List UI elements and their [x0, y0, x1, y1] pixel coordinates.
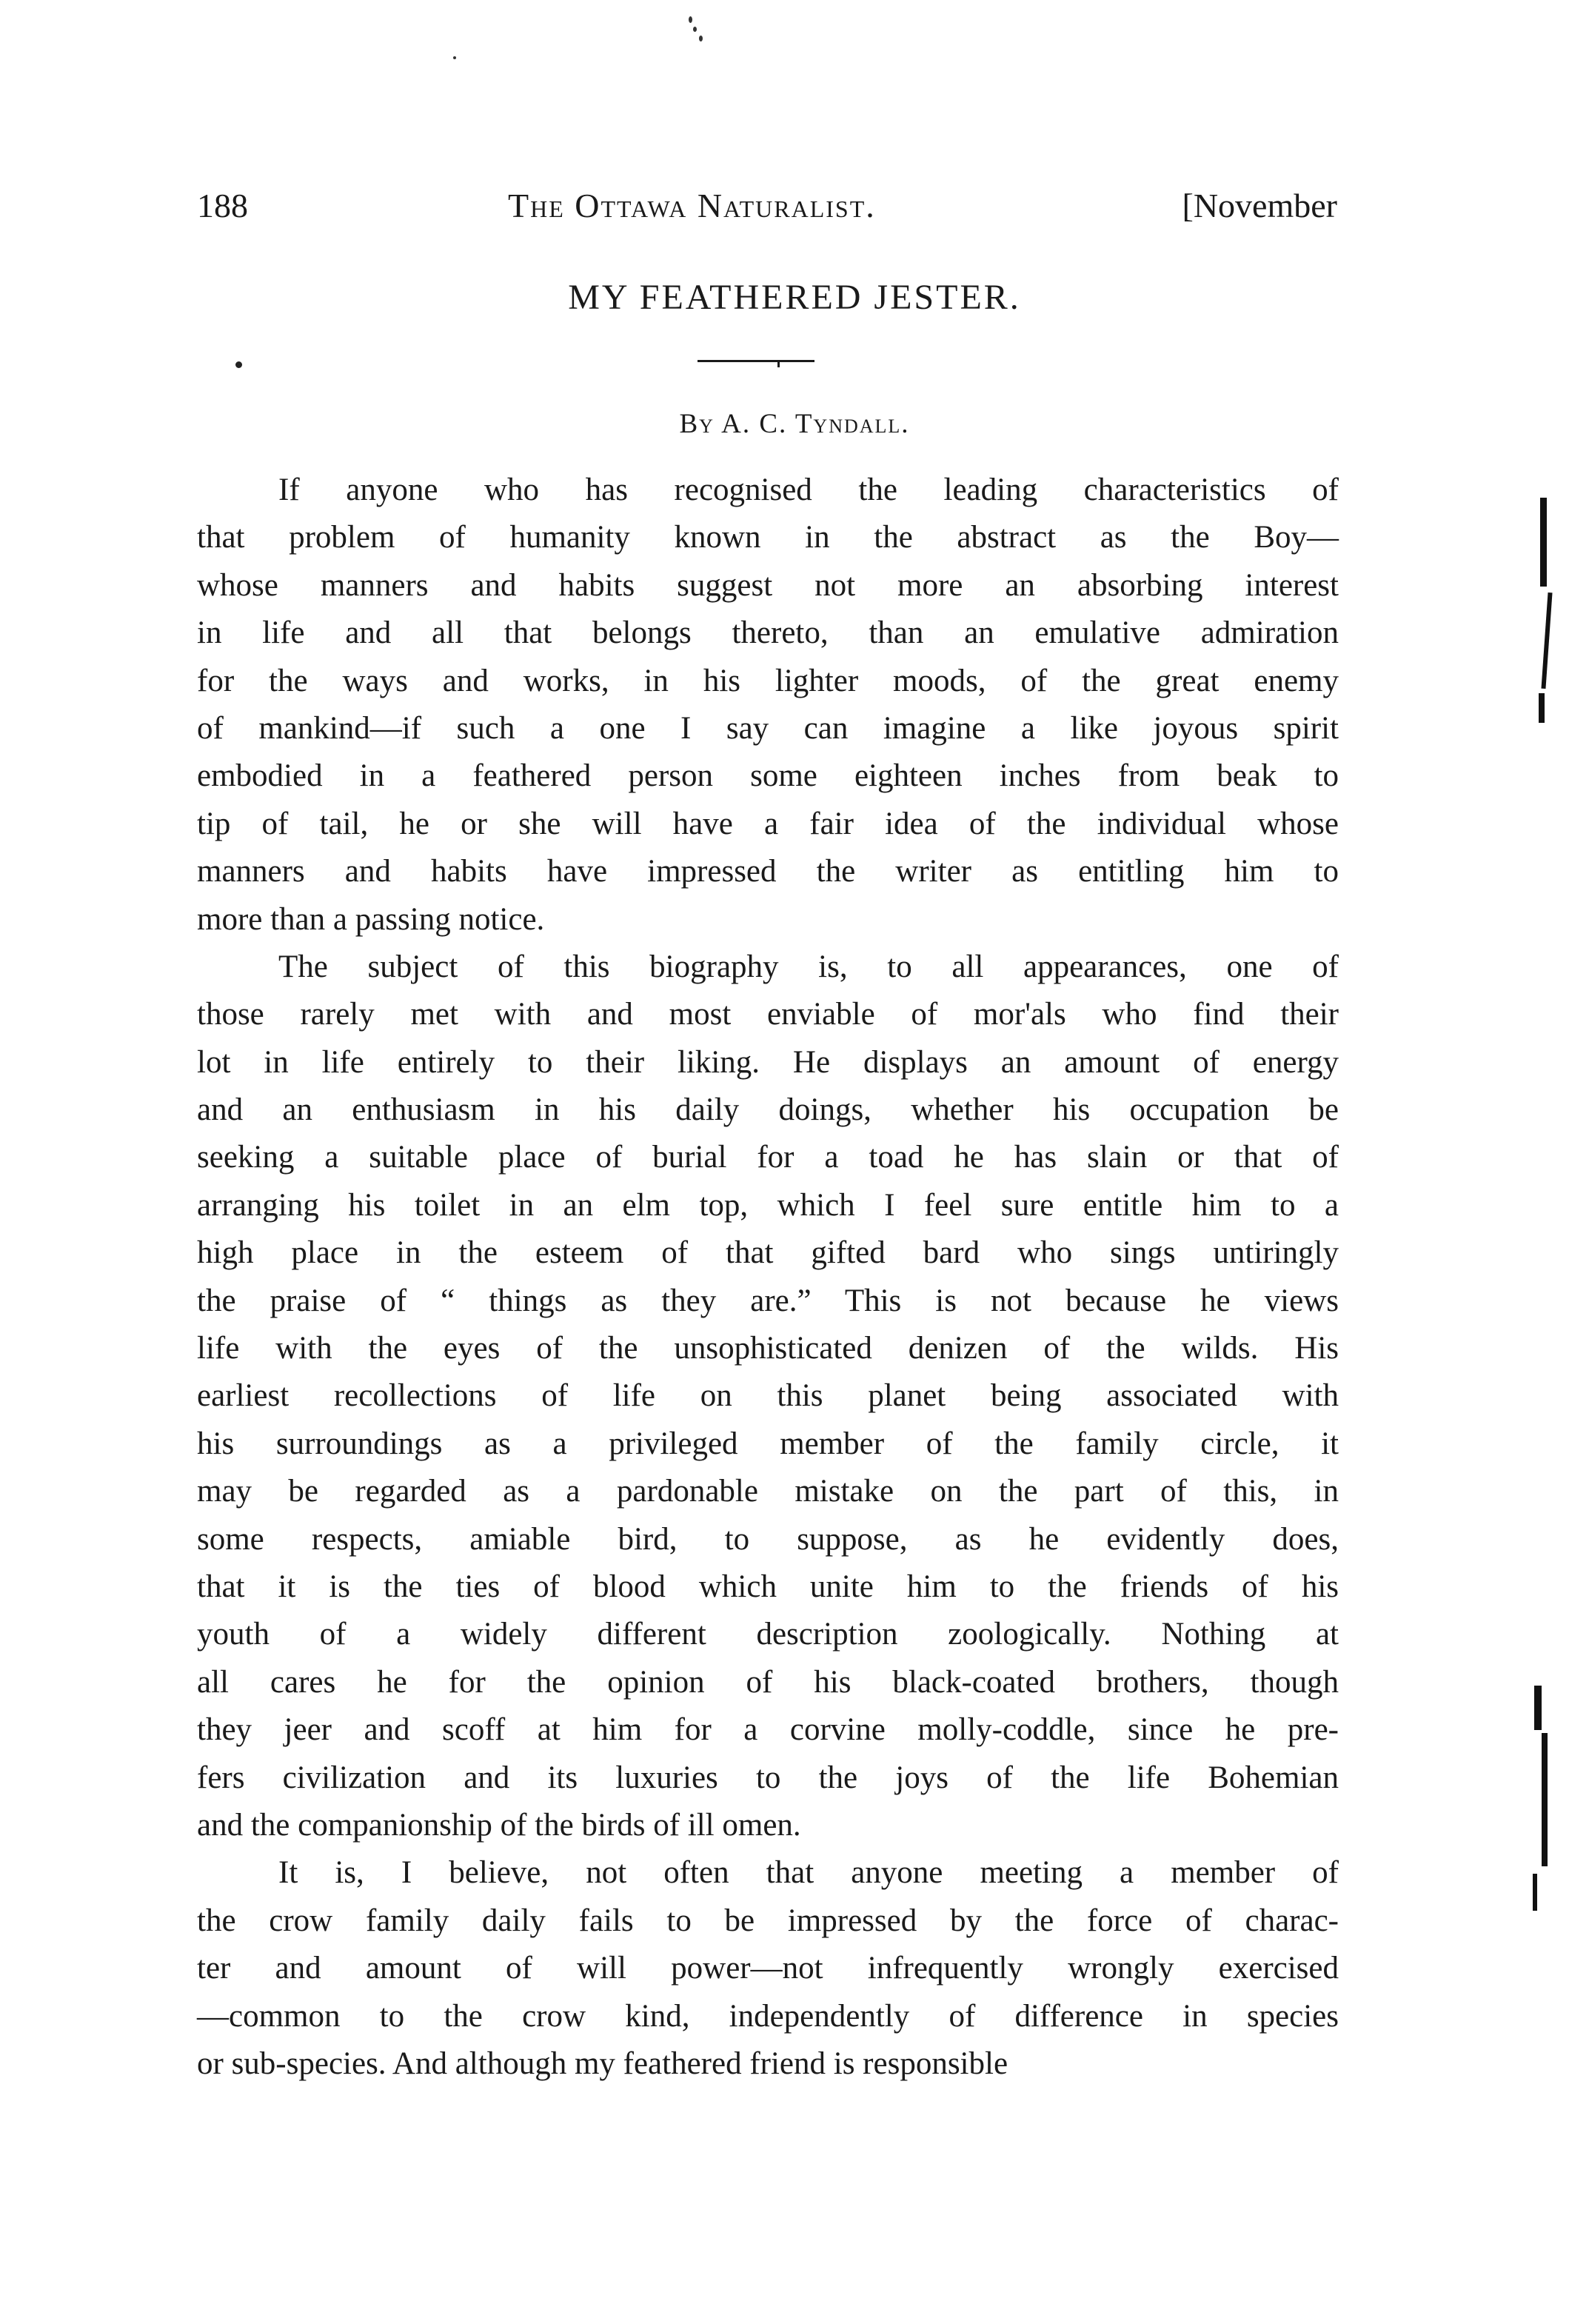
text-line: It is, I believe, not often that anyone meeting a member of: [278, 1855, 1339, 1891]
text-line: and an enthusiasm in his daily doings, whether his occupation be: [197, 1092, 1339, 1128]
binding-artifact: [1542, 1733, 1548, 1866]
text-line: those rarely met with and most enviable of mor'als who find their: [197, 997, 1339, 1032]
text-line: or sub-species. And although my feathered friend is responsible: [197, 2046, 1008, 2081]
scan-speck: [453, 56, 456, 59]
text-line: some respects, amiable bird, to suppose, as he evidently does,: [197, 1521, 1339, 1557]
text-line: embodied in a feathered person some eighteen inches from beak to: [197, 758, 1339, 794]
paragraph: [197, 1849, 1339, 2088]
text-line: life with the eyes of the unsophisticated denizen of the wilds. His: [197, 1331, 1339, 1366]
scan-speck: [693, 27, 697, 32]
text-line: If anyone who has recognised the leading characteristics of: [278, 473, 1339, 507]
text-line: and the companionship of the birds of ill omen.: [197, 1807, 801, 1843]
page-number: 188: [197, 187, 248, 224]
article-byline: By A. C. Tyndall.: [679, 409, 910, 439]
text-line: may be regarded as a pardonable mistake on the part of this, in: [197, 1474, 1339, 1509]
binding-artifact: [1534, 1686, 1542, 1730]
article-body: [197, 467, 1339, 2088]
text-line: the crow family daily fails to be impressed by the force of charac-: [197, 1903, 1339, 1938]
text-line: his surroundings as a privileged member of the family circle, it: [197, 1426, 1339, 1461]
binding-artifact: [1541, 592, 1552, 689]
text-line: high place in the esteem of that gifted bard who sings untiringly: [197, 1235, 1339, 1271]
text-line: for the ways and works, in his lighter moods, of the great enemy: [197, 663, 1339, 698]
text-line: all cares he for the opinion of his black-coated brothers, though: [197, 1664, 1339, 1700]
text-line: of mankind—if such a one I say can imagine a like joyous spirit: [197, 710, 1339, 746]
scan-dot: [235, 361, 242, 368]
text-line: that problem of humanity known in the abstract as the Boy—: [197, 520, 1339, 555]
text-line: lot in life entirely to their liking. He displays an amount of energy: [197, 1044, 1339, 1080]
text-line: ter and amount of will power—not infrequently wrongly exercised: [197, 1951, 1339, 1986]
text-line: whose manners and habits suggest not more an absorbing interest: [197, 567, 1339, 603]
text-line: youth of a widely different description zoologically. Nothing at: [197, 1617, 1339, 1652]
text-line: more than a passing notice.: [197, 901, 545, 937]
text-line: manners and habits have impressed the writer as entitling him to: [197, 854, 1339, 889]
text-line: that it is the ties of blood which unite him to the friends of his: [197, 1569, 1339, 1604]
scan-speck: [699, 36, 703, 41]
text-line: earliest recollections of life on this planet being associated with: [197, 1378, 1339, 1414]
paragraph: [197, 467, 1339, 944]
text-line: they jeer and scoff at him for a corvine molly-coddle, since he pre-: [197, 1712, 1339, 1748]
article-title: MY FEATHERED JESTER.: [568, 278, 1021, 317]
text-line: fers civilization and its luxuries to the joys of the life Bohemian: [197, 1760, 1339, 1795]
binding-artifact: [1539, 693, 1545, 723]
scan-speck: [689, 16, 692, 23]
text-line: arranging his toilet in an elm top, which I feel sure entitle him to a: [197, 1187, 1339, 1223]
text-line: tip of tail, he or she will have a fair idea of the individual whose: [197, 806, 1339, 841]
journal-title: The Ottawa Naturalist.: [508, 187, 876, 224]
binding-artifact: [1540, 498, 1547, 587]
text-line: seeking a suitable place of burial for a toad he has slain or that of: [197, 1140, 1339, 1175]
running-header: [197, 184, 1337, 228]
issue-month: [November: [1182, 187, 1337, 224]
text-line: in life and all that belongs thereto, than an emulative admiration: [197, 615, 1339, 651]
text-line: The subject of this biography is, to all appearances, one of: [278, 949, 1339, 984]
text-line: —common to the crow kind, independently of difference in species: [197, 1998, 1339, 2034]
text-line: the praise of “ things as they are.” This is not because he views: [197, 1283, 1339, 1318]
binding-artifact: [1533, 1874, 1537, 1911]
paragraph: [197, 944, 1339, 1849]
title-rule: [698, 360, 814, 362]
